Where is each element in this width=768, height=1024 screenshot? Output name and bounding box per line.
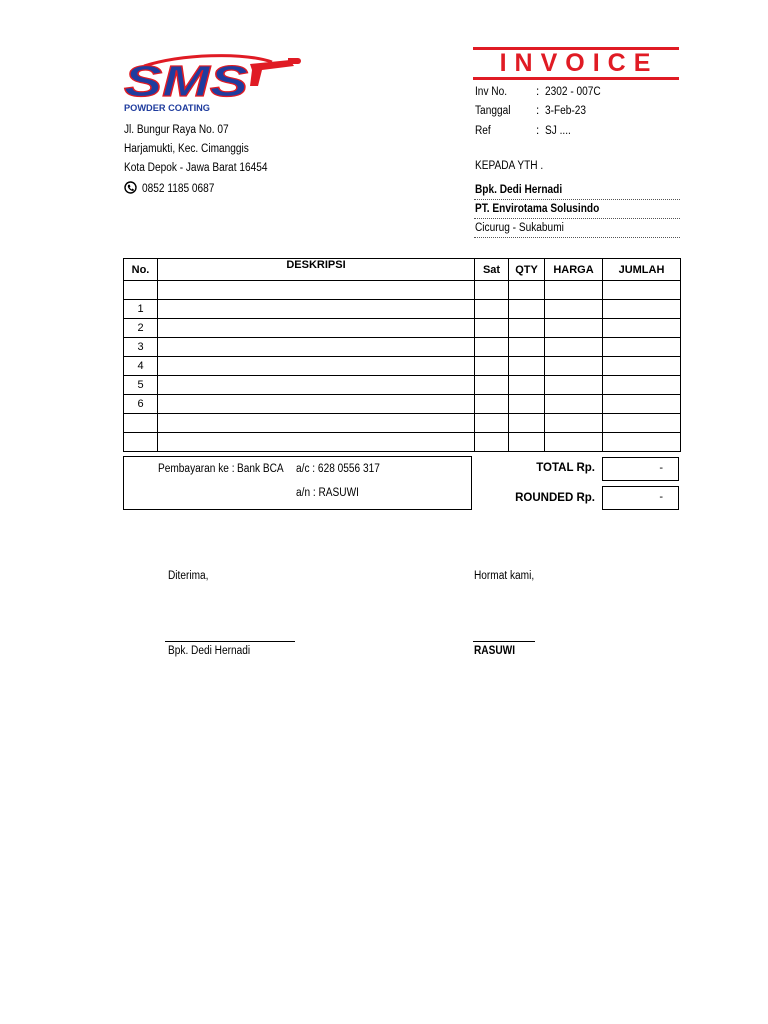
recipient-location: Cicurug - Sukabumi [474,219,680,238]
cell-harga [545,338,603,357]
header-deskripsi: DESKRIPSI [158,259,475,281]
payment-bank: Bank BCA [237,463,284,475]
cell-harga [545,376,603,395]
ref-colon: : [536,125,540,137]
cell-jumlah [603,357,681,376]
cell-harga [545,357,603,376]
cell-no: 1 [124,300,158,319]
cell-no [124,281,158,300]
cell-jumlah [603,414,681,433]
cell-deskripsi [158,357,475,376]
address-line-1: Jl. Bungur Raya No. 07 [124,124,229,136]
phone-number: 0852 1185 0687 [142,183,215,196]
cell-deskripsi [158,338,475,357]
logo-text: SMS [124,57,248,106]
address-line-2: Harjamukti, Kec. Cimanggis [124,143,249,155]
cell-jumlah [603,281,681,300]
table-row [124,414,681,433]
cell-no: 2 [124,319,158,338]
cell-qty [509,414,545,433]
cell-jumlah [603,300,681,319]
header-jumlah: JUMLAH [603,259,681,281]
recipient-heading: KEPADA YTH . [475,160,544,172]
whatsapp-icon [124,181,137,197]
cell-sat [475,376,509,395]
regards-name: RASUWI [474,645,516,657]
rounded-value: - [602,486,679,510]
header-sat: Sat [475,259,509,281]
total-value: - [602,457,679,481]
date-label: Tanggal [475,105,511,117]
cell-qty [509,357,545,376]
date-colon: : [536,105,540,117]
cell-harga [545,395,603,414]
inv-no-colon: : [536,86,540,98]
cell-sat [475,395,509,414]
received-signature-line [165,641,295,642]
invoice-title: INVOICE [499,49,659,77]
regards-label: Hormat kami, [474,570,535,582]
cell-jumlah [603,376,681,395]
table-row [124,338,681,357]
cell-no: 4 [124,357,158,376]
cell-sat [475,338,509,357]
items-table-body [124,281,681,452]
cell-sat [475,319,509,338]
cell-sat [475,357,509,376]
address-line-3: Kota Depok - Jawa Barat 16454 [124,162,268,174]
table-row [124,357,681,376]
header-harga: HARGA [545,259,603,281]
cell-harga [545,433,603,452]
total-label: TOTAL Rp. [536,462,595,474]
ref-label: Ref [475,125,491,137]
table-row [124,376,681,395]
table-row [124,433,681,452]
cell-no [124,433,158,452]
table-row [124,281,681,300]
cell-jumlah [603,338,681,357]
payment-holder: a/n : RASUWI [296,487,359,499]
cell-deskripsi [158,300,475,319]
cell-qty [509,376,545,395]
cell-sat [475,433,509,452]
cell-sat [475,414,509,433]
cell-sat [475,281,509,300]
cell-deskripsi [158,395,475,414]
cell-qty [509,395,545,414]
cell-jumlah [603,395,681,414]
cell-deskripsi [158,319,475,338]
cell-qty [509,281,545,300]
header-no: No. [124,259,158,281]
recipient-name: Bpk. Dedi Hernadi [474,181,680,200]
rounded-label: ROUNDED Rp. [515,492,595,504]
cell-harga [545,281,603,300]
spray-gun-logo-icon [122,52,304,114]
cell-deskripsi [158,433,475,452]
recipient-company: PT. Envirotama Solusindo [474,200,680,219]
cell-sat [475,300,509,319]
cell-deskripsi [158,281,475,300]
regards-signature-line [473,641,535,642]
items-table [123,258,681,452]
table-header-row [124,259,681,281]
payment-label: Pembayaran ke : [158,463,235,475]
date-value: 3-Feb-23 [545,105,587,117]
cell-deskripsi [158,414,475,433]
cell-qty [509,319,545,338]
cell-jumlah [603,433,681,452]
phone-line [124,181,225,197]
inv-no-label: Inv No. [475,86,508,98]
received-label: Diterima, [168,570,209,582]
cell-qty [509,433,545,452]
received-name: Bpk. Dedi Hernadi [168,645,251,657]
cell-no: 6 [124,395,158,414]
table-row [124,395,681,414]
header-qty: QTY [509,259,545,281]
table-row [124,300,681,319]
cell-harga [545,300,603,319]
payment-account: a/c : 628 0556 317 [296,463,380,475]
cell-deskripsi [158,376,475,395]
logo-subtitle: POWDER COATING [124,103,210,114]
cell-qty [509,300,545,319]
table-row [124,319,681,338]
cell-harga [545,414,603,433]
cell-harga [545,319,603,338]
cell-qty [509,338,545,357]
cell-jumlah [603,319,681,338]
ref-value: SJ .... [545,125,571,137]
inv-no-value: 2302 - 007C [545,86,601,98]
company-logo [122,52,304,114]
cell-no [124,414,158,433]
cell-no: 3 [124,338,158,357]
cell-no: 5 [124,376,158,395]
